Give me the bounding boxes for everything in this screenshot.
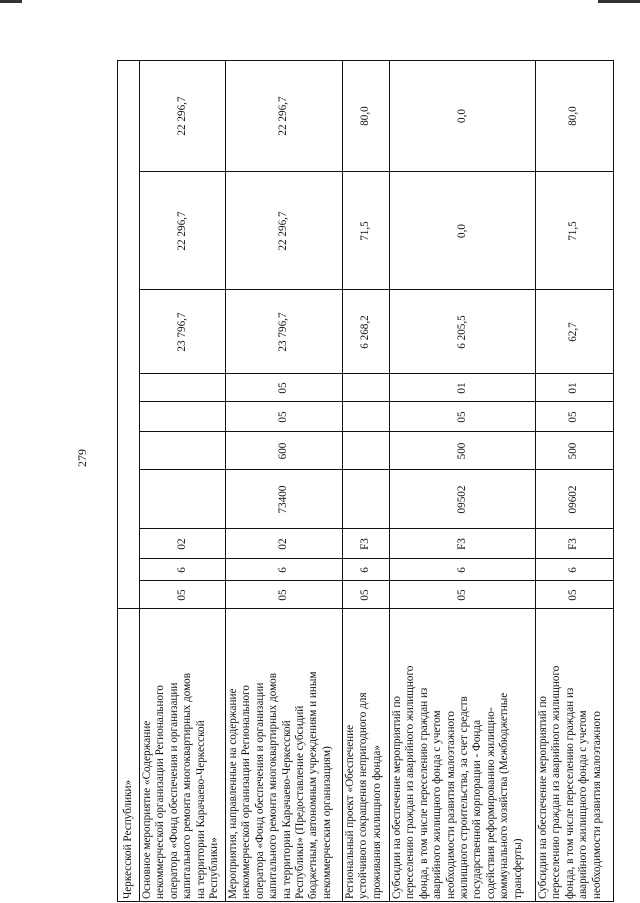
col-divider: [139, 580, 614, 581]
code-subprogram: 6: [456, 567, 468, 573]
row-description: Региональный проект «Обеспечение устойчивого сокращения непригодного для проживания жилищного фонда»: [344, 692, 383, 899]
header-continuation: Черкесской Республики»: [122, 779, 134, 899]
col-divider: [139, 401, 614, 402]
budget-table: [117, 60, 614, 902]
col-divider: [139, 558, 614, 559]
code-subprogram: 6: [277, 567, 289, 573]
row-divider: [139, 60, 140, 902]
corner-mark-right: [598, 0, 640, 3]
code-subprogram: 6: [176, 567, 188, 573]
code-chapter: 05: [567, 411, 579, 423]
code-subchapter: 01: [456, 382, 468, 394]
code-measure: F3: [456, 538, 468, 550]
rotated-page: [117, 60, 640, 899]
amount-year-1: 6 205,5: [456, 315, 468, 349]
amount-year-2: 22 296,7: [277, 211, 289, 251]
amount-year-1: 62,7: [567, 322, 579, 342]
col-divider: [139, 289, 614, 290]
code-subprogram: 6: [567, 567, 579, 573]
code-subchapter: 01: [567, 382, 579, 394]
code-section: 05: [456, 589, 468, 601]
row-description: Субсидии на обеспечение мероприятий по переселению граждан из аварийного жилищного фонда, в том числе переселению граждан из аварийного жилищного фонда с учетом необходимости развития малоэтажного: [537, 665, 603, 899]
amount-year-2: 71,5: [359, 221, 371, 241]
code-chapter: 05: [456, 411, 468, 423]
col-divider: [139, 171, 614, 172]
amount-year-1: 6 268,2: [359, 315, 371, 349]
code-measure: F3: [567, 538, 579, 550]
row-divider: [535, 60, 536, 902]
col-divider: [139, 528, 614, 529]
code-direction: 09602: [567, 485, 579, 514]
code-measure: F3: [359, 538, 371, 550]
page-number: 279: [75, 449, 89, 467]
amount-year-2: 71,5: [567, 221, 579, 241]
corner-mark-left: [0, 0, 22, 3]
amount-year-3: 80,0: [567, 106, 579, 126]
amount-year-1: 23 796,7: [277, 312, 289, 352]
code-section: 05: [567, 589, 579, 601]
amount-year-3: 80,0: [359, 106, 371, 126]
col-divider: [139, 373, 614, 374]
code-subprogram: 6: [359, 567, 371, 573]
amount-year-2: 0,0: [456, 224, 468, 238]
amount-year-3: 0,0: [456, 109, 468, 123]
code-expense-type: 500: [456, 442, 468, 460]
row-divider: [225, 60, 226, 902]
code-expense-type: 600: [277, 442, 289, 460]
row-divider: [342, 60, 343, 902]
code-expense-type: 500: [567, 442, 579, 460]
code-subchapter: 05: [277, 382, 289, 394]
code-direction: 73400: [277, 485, 289, 514]
col-divider: [139, 469, 614, 470]
code-section: 05: [277, 589, 289, 601]
row-divider: [389, 60, 390, 902]
amount-year-1: 23 796,7: [176, 312, 188, 352]
code-section: 05: [359, 589, 371, 601]
col-divider: [139, 431, 614, 432]
amount-year-2: 22 296,7: [176, 211, 188, 251]
code-measure: 02: [176, 538, 188, 550]
row-description: Субсидии на обеспечение мероприятий по переселению граждан из аварийного жилищного фонда, в том числе переселению граждан из аварийного жилищного фонда с учетом необходимости развития малоэтажного жилищного строительства, за счет средств государственной корпорации - Фонда содействия реформированию жилищно- коммунального хозяйства (Межбюджетные трансферты): [391, 665, 524, 899]
code-direction: 09502: [456, 485, 468, 514]
row-description: Мероприятия, направленные на содержание некоммерческой организации Регионального оператора «Фонд обеспечения и организации капитального ремонта многоквартирных домов на территории Карачаево-Черкесской Республики» (Предоставление субсидий бюджетным, автономным учреждениям и иным некоммерческим организациям): [227, 671, 333, 899]
row-description: Основное мероприятие «Содержание некоммерческой организации Регионального оператора «Фонд обеспечения и организации капитального ремонта многоквартирных домов на территории Карачаево-Черкесской Республики»: [141, 672, 221, 899]
code-measure: 02: [277, 538, 289, 550]
amount-year-3: 22 296,7: [176, 96, 188, 136]
code-section: 05: [176, 589, 188, 601]
code-chapter: 05: [277, 411, 289, 423]
amount-year-3: 22 296,7: [277, 96, 289, 136]
